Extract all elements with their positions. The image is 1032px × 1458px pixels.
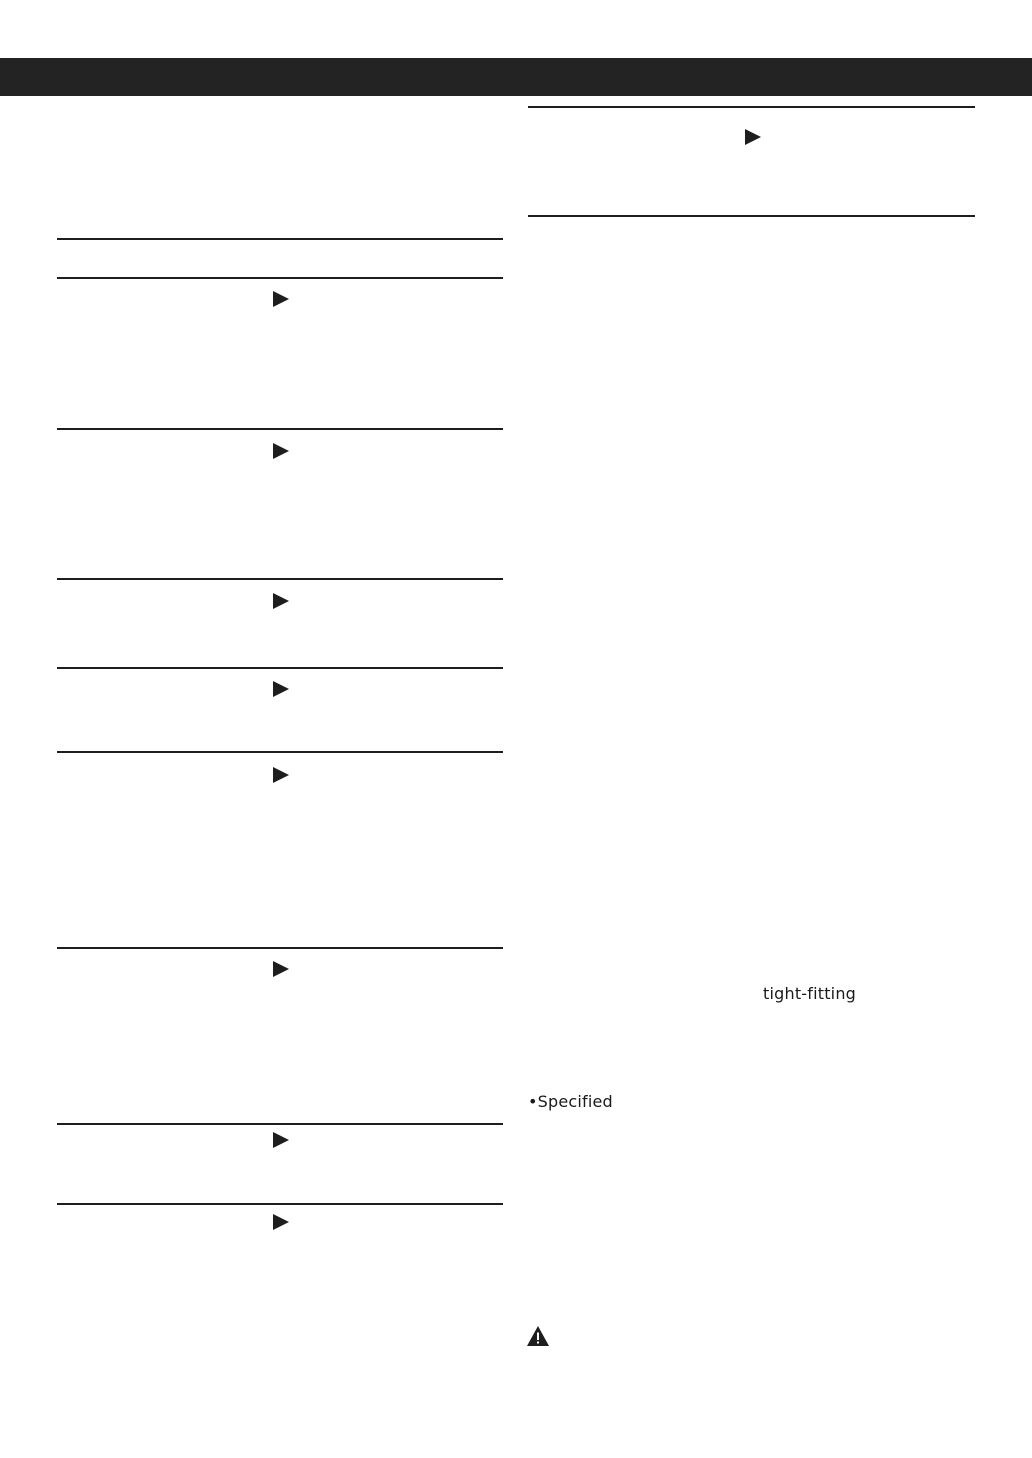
left-section-divider [57, 1123, 503, 1125]
left-section-divider [57, 277, 503, 279]
play-arrow-icon [273, 291, 289, 307]
specified-text: •Specified [528, 1092, 613, 1111]
play-arrow-icon [273, 1214, 289, 1230]
play-arrow-icon [273, 681, 289, 697]
play-arrow-icon [273, 961, 289, 977]
left-section-divider [57, 578, 503, 580]
left-column-top-rule [57, 238, 503, 240]
left-section-divider [57, 1203, 503, 1205]
warning-triangle-icon [526, 1325, 550, 1347]
left-section-divider [57, 667, 503, 669]
page-header-bar [0, 58, 1032, 96]
play-arrow-icon [745, 129, 761, 145]
play-arrow-icon [273, 443, 289, 459]
left-section-divider [57, 947, 503, 949]
left-section-divider [57, 751, 503, 753]
play-arrow-icon [273, 767, 289, 783]
play-arrow-icon [273, 1132, 289, 1148]
tight-fitting-text: tight-fitting [763, 984, 857, 1003]
right-section-divider [528, 106, 975, 108]
left-section-divider [57, 428, 503, 430]
right-section-divider [528, 215, 975, 217]
play-arrow-icon [273, 593, 289, 609]
